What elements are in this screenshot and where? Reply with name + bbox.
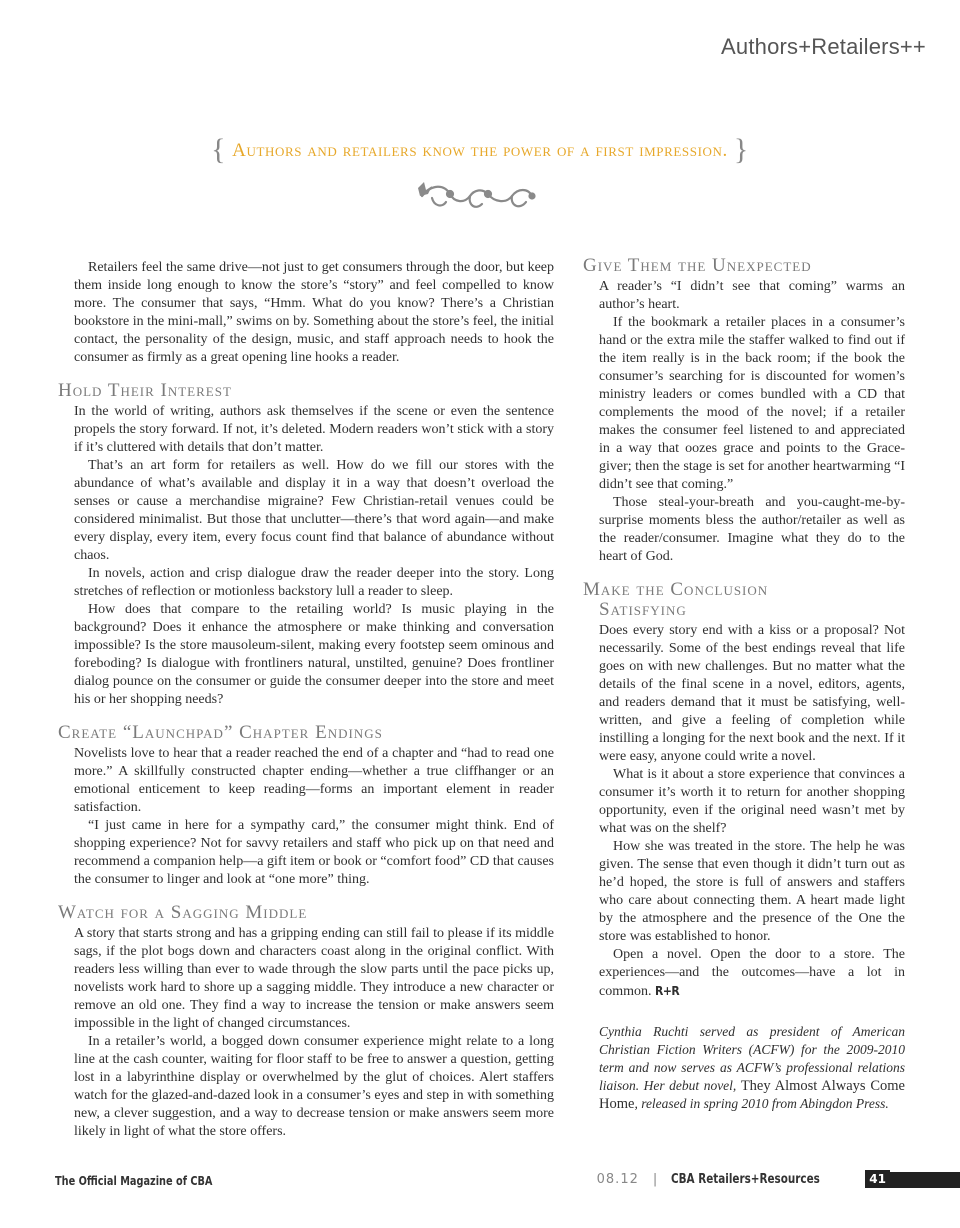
bio-text-part1: Cynthia Ruchti served as president of American Christian Fiction Writers (ACFW) for the 2009-2010 term and now serves as ACFW’s professional relations liaison. Her debut novel, xyxy=(599,1024,905,1093)
paragraph: Does every story end with a kiss or a proposal? Not necessarily. Some of the best endings reveal that life goes on with new challenges. But no matter what the details of the final scene in a novel, editors, agents, and readers demand that it must be satisfying, well-written, and give a feeling of completion while instilling a longing for the next book and the next. If it were easy, anyone could write a novel. xyxy=(599,623,905,764)
paragraph: Those steal-your-breath and you-caught-me-by-surprise moments bless the author/retailer as well as the reader/consumer. Imagine what they do to the heart of God. xyxy=(599,495,905,564)
right-column xyxy=(583,256,905,1113)
paragraph: In a retailer’s world, a bogged down consumer experience might relate to a long line at the cash counter, waiting for floor staff to be free to answer a question, getting lost in a labyrinthine display or overwhelmed by the glut of choices. Alert staffers watch for the glazed-and-dazed look in a consumer’s eyes and step in with something new, a clever suggestion, and a way to decrease tension or make answers seem more likely in light of what the store offers. xyxy=(74,1034,554,1139)
paragraph: How she was treated in the store. The help he was given. The sense that even though it didn’t turn out as he’d hoped, the store is full of answers and staffers who care about connecting them. A heart made light by the atmosphere and the presence of the One the store was established to honor. xyxy=(599,839,905,944)
pullquote-text: Authors and retailers know the power of a first impression. xyxy=(232,140,728,161)
paragraph: A story that starts strong and has a gripping ending can still fail to please if its middle sags, if the plot bogs down and characters coast along in the original conflict. With readers less willing than ever to wade through the slow parts until the pace picks up, novelists work hard to shore up a sagging middle. They introduce a new character or remove an old one. They find a way to increase the tension or make answers seem impossible in the light of changed circumstances. xyxy=(74,926,554,1031)
paragraph: A reader’s “I didn’t see that coming” warms an author’s heart. xyxy=(599,279,905,312)
paragraph-final xyxy=(583,946,905,1001)
paragraph: “I just came in here for a sympathy card,” the consumer might think. End of shopping experience? Not for savvy retailers and staff who pick up on that need and recommend a companion help—a gift item or book or “comfort food” CD that causes the consumer to linger and look at “one more” thing. xyxy=(74,818,554,887)
pullquote-open-brace: { xyxy=(211,133,227,166)
book-title: They Almost Always Come Home xyxy=(599,1078,905,1112)
section-conclusion xyxy=(583,580,905,1001)
paragraph: In the world of writing, authors ask themselves if the scene or even the sentence propels the story forward. If not, it’s deleted. Modern readers won’t stick with a story if it’s cluttered with details that don’t matter. xyxy=(74,404,554,455)
page-number: 41 xyxy=(865,1170,890,1188)
issue-date: 08.12 xyxy=(596,1171,639,1187)
author-bio xyxy=(583,1023,905,1113)
paragraph: Novelists love to hear that a reader reached the end of a chapter and “had to read one more.” A skillfully constructed chapter ending—whether a true cliffhanger or an emotional enticement to keep reading—forms an important element in reader satisfaction. xyxy=(74,746,554,815)
footer-right xyxy=(597,1170,890,1188)
section-heading: Create “Launchpad” Chapter Endings xyxy=(58,722,383,743)
publication-name: CBA Retailers+Resources xyxy=(671,1171,821,1187)
footer-separator: | xyxy=(652,1171,658,1187)
section-launchpad-endings xyxy=(58,723,554,889)
pullquote-close-brace: } xyxy=(733,133,749,166)
left-column xyxy=(58,259,554,1155)
floral-flourish-icon xyxy=(412,176,542,214)
footer-bar xyxy=(890,1172,960,1188)
paragraph: What is it about a store experience that convinces a consumer it’s worth it to return for another shopping opportunity, even if the original need wasn’t met by what was on the shelf? xyxy=(599,767,905,836)
footer-tagline: The Official Magazine of CBA xyxy=(55,1173,213,1188)
section-heading xyxy=(583,580,905,620)
paragraph: In novels, action and crisp dialogue draw the reader deeper into the story. Long stretches of reflection or motionless backstory lull a reader to sleep. xyxy=(74,566,554,599)
end-mark: R+R xyxy=(655,984,680,998)
bio-text-part2: , released in spring 2010 from Abingdon Press. xyxy=(634,1096,889,1111)
intro-paragraph: Retailers feel the same drive—not just to get consumers through the door, but keep them inside long enough to know the store’s “story” and feel compelled to know more. The consumer that says, “Hmm. What do you know? There’s a Christian bookstore in the mini-mall,” swims on by. Something about the store’s feel, the initial contact, the personality of the design, music, and staff approach needs to hook the consumer as firmly as a great opening line hooks a reader. xyxy=(74,260,554,365)
section-hold-their-interest xyxy=(58,381,554,709)
section-heading: Watch for a Sagging Middle xyxy=(58,902,308,923)
pullquote xyxy=(0,133,960,167)
section-heading: Give Them the Unexpected xyxy=(583,255,812,276)
section-heading: Hold Their Interest xyxy=(58,380,232,401)
section-heading-line2: Satisfying xyxy=(599,599,687,620)
final-sentence: Open a novel. Open the door to a store. The experiences—and the outcomes—have a lot in common. xyxy=(599,947,905,999)
paragraph: How does that compare to the retailing world? Is music playing in the background? Does it enhance the atmosphere or make thinking and conversation impossible? Is the store mausoleum-silent, making every footstep seem ominous and foreboding? Is dialogue with frontliners natural, unstilted, genuine? Does frontliner dialog pounce on the consumer or guide the consumer deeper into the store and meet his or her shopping needs? xyxy=(74,602,554,707)
section-unexpected xyxy=(583,256,905,566)
section-tag: Authors+Retailers++ xyxy=(721,34,926,59)
section-heading-line1: Make the Conclusion xyxy=(583,579,769,600)
paragraph: That’s an art form for retailers as well. How do we fill our stores with the abundance of what’s available and display it in a way that doesn’t overload the senses or cause a merchandise migraine? Few Christian-retail venues could be considered minimalist. But those that unclutter—there’s that word again—and make every display, every item, every focus count find that balance of abundance without chaos. xyxy=(74,458,554,563)
paragraph: If the bookmark a retailer places in a consumer’s hand or the extra mile the staffer walked to find out if the item really is in the back room; if the book the consumer’s searching for is discounted for women’s ministry leaders or comes bundled with a CD that complements the mood of the novel; if a retailer makes the consumer feel listened to and appreciated in a way that oozes grace and points to the Grace-giver; then the stage is set for another heartwarming “I didn’t see that coming.” xyxy=(599,315,905,492)
intro xyxy=(58,259,554,367)
section-sagging-middle xyxy=(58,903,554,1141)
